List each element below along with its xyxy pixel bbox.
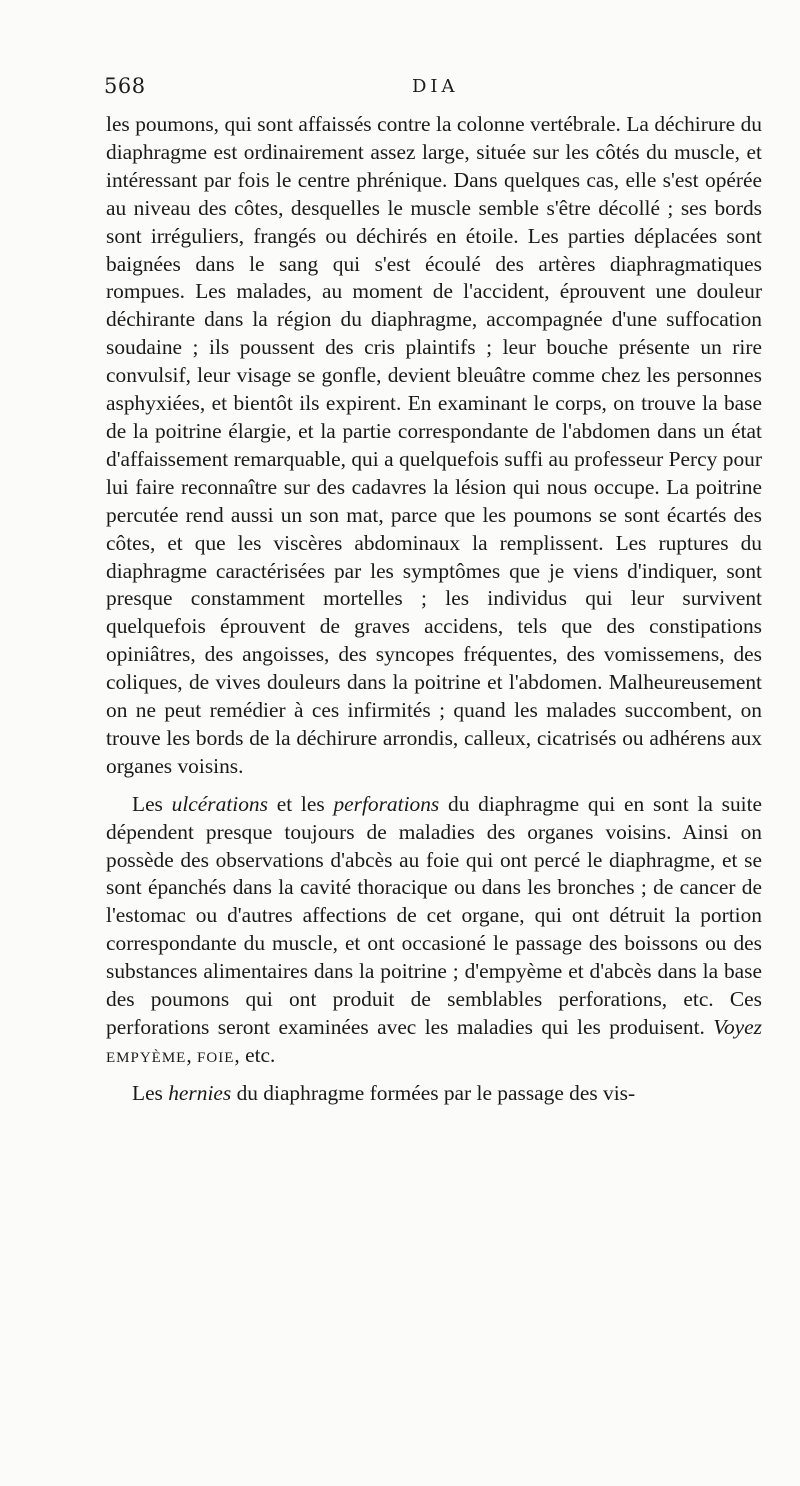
- page-number: 568: [104, 74, 146, 98]
- paragraph-hernies: [106, 1080, 762, 1108]
- italic-term: perforations: [333, 791, 440, 816]
- paragraph-text: , etc.: [234, 1042, 276, 1067]
- paragraph-text: du diaphragme formées par le passage des vis-: [231, 1080, 636, 1105]
- page-header: [104, 74, 764, 104]
- paragraph-ulcerations: [106, 791, 762, 1070]
- italic-term: ulcérations: [171, 791, 268, 816]
- paragraph-rupture-description: [106, 111, 762, 781]
- page-body: [106, 111, 762, 1108]
- running-head: DIA: [412, 76, 459, 97]
- cross-reference-voyez: Voyez: [713, 1015, 762, 1039]
- paragraph-text: les poumons, qui sont affaissés contre la colonne vertébrale. La déchirure du diaphragme est ordinairement assez large, située sur les côtés du muscle, et intéressant par fois le centre phrénique. Dans quelques cas, elle s'est opérée au niveau des côtes, desquelles le muscle semble s'être décollé ; ses bords sont irréguliers, frangés ou déchirés en étoile. Les parties déplacées sont baignées dans le sang qui s'est écoulé des artères diaphragmatiques rompues. Les malades, au moment de l'accident, éprouvent une douleur déchirante dans la région du diaphragme, accompagnée d'une suffocation soudaine ; ils poussent des cris plaintifs ; leur bouche présente un rire convulsif, leur visage se gonfle, devient bleuâtre comme chez les personnes asphyxiées, et bientôt ils expirent. En examinant le corps, on trouve la base de la poitrine élargie, et la partie correspondante de l'abdomen dans un état d'affaissement remarquable, qui a quelquefois suffi au professeur Percy pour lui faire reconnaître sur des cadavres la lésion qui nous occupe. La poitrine percutée rend aussi un son mat, parce que les poumons se sont écartés des côtes, et que les viscères abdominaux la remplissent. Les ruptures du diaphragme caractérisées par les symptômes que je viens d'indiquer, sont presque constamment mortelles ; les individus qui leur survivent quelquefois éprouvent de graves accidens, tels que des constipations opiniâtres, des angoisses, des syncopes fréquentes, des vomissemens, des coliques, de vives douleurs dans la poitrine et l'abdomen. Malheureusement on ne peut remédier à ces infirmités ; quand les malades succombent, on trouve les bords de la déchirure arrondis, calleux, cicatrisés ou adhérens aux organes voisins.: [106, 112, 762, 778]
- italic-term: hernies: [168, 1080, 232, 1105]
- paragraph-text: Les: [132, 1080, 169, 1105]
- paragraph-text: et les: [267, 791, 334, 816]
- paragraph-text: Les: [132, 791, 172, 816]
- cross-reference-term: empyème: [106, 1042, 187, 1067]
- paragraph-text: ,: [186, 1042, 198, 1067]
- paragraph-text: du diaphragme qui en sont la suite dépendent presque toujours de maladies des organes voisins. Ainsi on possède des observations d'abcès au foie qui ont percé le diaphragme, et se sont épanchés dans la cavité thoracique ou dans les bronches ; de cancer de l'estomac ou d'autres affections de cet organe, qui ont détruit la portion correspondante du muscle, et ont occasioné le passage des boissons ou des substances alimentaires dans la poitrine ; d'empyème et d'abcès dans la base des poumons qui ont produit de semblables perforations, etc. Ces perforations seront examinées avec les maladies qui les produisent.: [106, 791, 763, 1039]
- cross-reference-term: foie: [197, 1042, 235, 1067]
